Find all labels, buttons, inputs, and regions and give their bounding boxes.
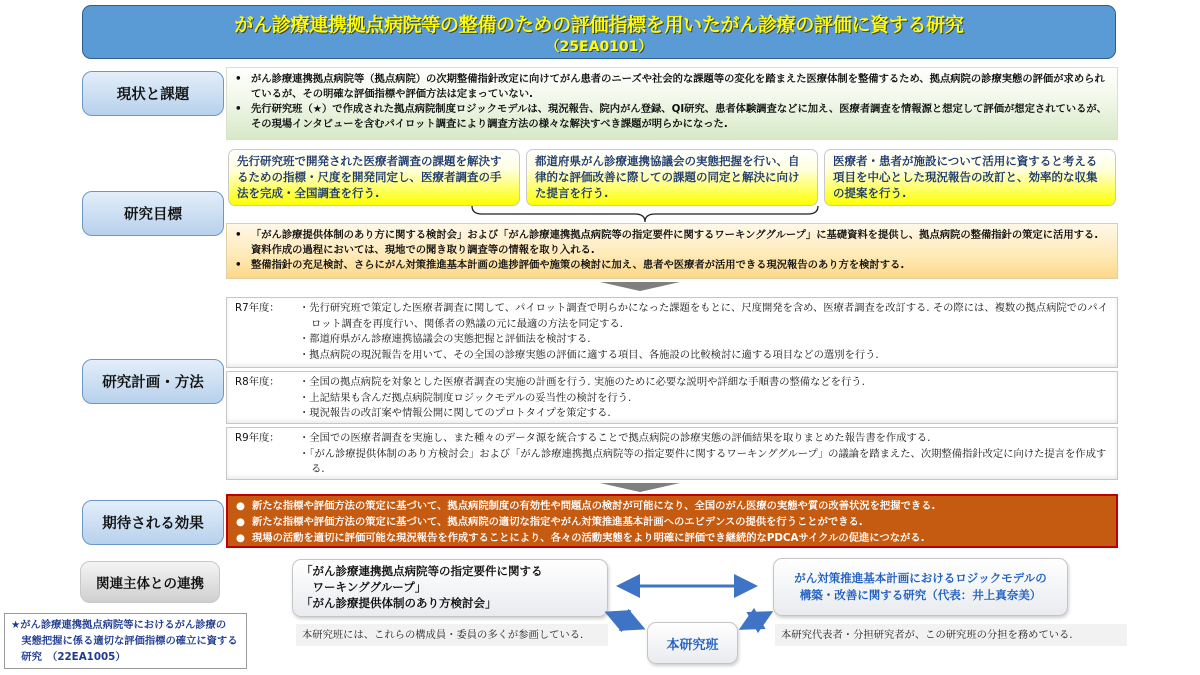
page-title: がん診療連携拠点病院等の整備のための評価指標を用いたがん診療の評価に資する研究	[234, 14, 964, 36]
plan-year-label: R8年度：	[235, 376, 280, 388]
plan-item: ・上記結果も含んだ拠点病院制度ロジックモデルの妥当性の検討を行う.	[299, 391, 632, 404]
plan-year-label: R7年度：	[235, 302, 280, 314]
section-label-current: 現状と課題	[82, 71, 224, 116]
plan-item: ・全国での医療者調査を実施し、また種々のデータ源を統合することで拠点病院の診療実態の評価結果を取りまとめた報告書を作成する.	[299, 432, 931, 444]
project-code: （25EA0101）	[545, 39, 653, 55]
logic-model-study-box: がん対策推進基本計画におけるロジックモデルの 構築・改善に関する研究（代表：井上真奈美）	[773, 558, 1068, 616]
section-label-plan: 研究計画・方法	[82, 359, 224, 404]
goal-bullet: • 「がん診療提供体制のあり方に関する検討会」および「がん診療連携拠点病院等の指定要件に関するワーキンググループ」に基礎資料を提供し、拠点病院の整備指針の策定に活用する.資料作成の過程においては、現地での聞き取り調査等の情報を取り入れる.	[235, 229, 1099, 256]
plan-item: ・現況報告の改訂案や情報公開に関してのプロトタイプを策定する.	[299, 407, 611, 419]
committees-note: 本研究班には、これらの構成員・委員の多くが参画している.	[296, 624, 608, 646]
plan-item: ・先行研究班で策定した医療者調査に関して、パイロット調査で明らかになった課題をもとに、尺度開発を含め、医療者調査を改訂する. その際には、複数の拠点病院でのパイロット調査を再度行い、関係者の熟議の元に最適の方法を同定する.	[299, 302, 1108, 330]
effect-bullet: ● 新たな指標や評価方法の策定に基づいて、拠点病院の適切な指定やがん対策推進基本計画へのエビデンスの提供を行うことができる.	[236, 516, 863, 528]
section-label-goals: 研究目標	[82, 191, 224, 236]
plan-item: ・都道府県がん診療連携協議会の実態把握と評価法を検討する.	[299, 333, 591, 345]
bullet-circle-icon: ●	[236, 532, 245, 544]
effect-bullet: ● 現場の活動を適切に評価可能な現況報告を作成することにより、各々の活動実態をより明確に評価でき継続的なPDCAサイクルの促進につながる.	[236, 532, 925, 544]
bullet-dot-icon: •	[235, 259, 242, 271]
goal-bullet: • 整備指針の充足検討、さらにがん対策推進基本計画の進捗評価や施策の検討に加え、患者や医療者が活用できる現況報告のあり方を検討する.	[235, 259, 905, 271]
effect-bullet: ● 新たな指標や評価方法の策定に基づいて、拠点病院制度の有効性や問題点の検討が可能になり、全国のがん医療の実態や質の改善状況を把握できる.	[236, 500, 936, 512]
current-bullet: • 先行研究班（★）で作成された拠点病院制度ロジックモデルは、現況報告、院内がん登録、QI研究、患者体験調査などに加え、医療者調査を情報源と想定して評価が想定されているが、その現場インタビューを含むパイロット調査により調査方法の様々な解決すべき課題が明らかになった.	[235, 103, 1107, 130]
current-bullet: • がん診療連携拠点病院等（拠点病院）の次期整備指針改定に向けてがん患者のニーズや社会的な課題等の変化を踏まえた医療体制を整備するため、拠点病院の診療実態の評価が求められているが、その明確な評価指標や評価方法は定まっていない.	[235, 73, 1105, 100]
goal-card-1: 先行研究班で開発された医療者調査の課題を解決するための指標・尺度を開発同定し、医療者調査の手法を完成・全国調査を行う.	[228, 149, 520, 206]
bullet-dot-icon: •	[235, 103, 242, 115]
prior-study-note: ★がん診療連携拠点病院等におけるがん診療の 実態把握に係る適切な評価指標の確立に資する 研究 （22EA1005）	[4, 613, 247, 669]
related-committees-box: 「がん診療連携拠点病院等の指定要件に関する ワーキンググループ」 「がん診療提供体制のあり方検討会」	[292, 559, 608, 617]
plan-item: ・全国の拠点病院を対象とした医療者調査の実施の計画を行う. 実施のために必要な説明や詳細な手順書の整備などを行う.	[299, 376, 865, 388]
bullet-circle-icon: ●	[236, 516, 245, 528]
bullet-dot-icon: •	[235, 73, 242, 85]
bullet-dot-icon: •	[235, 229, 242, 241]
goal-card-3: 医療者・患者が施設について活用に資すると考える項目を中心とした現況報告の改訂と、効率的な収集の提案を行う.	[824, 149, 1116, 206]
section-label-effects: 期待される効果	[82, 500, 224, 545]
bullet-circle-icon: ●	[236, 500, 245, 512]
section-label-relations: 関連主体との連携	[80, 561, 220, 603]
plan-item: ・「がん診療提供体制のあり方検討会」および「がん診療連携拠点病院等の指定要件に関するワーキンググループ」の議論を踏まえた、次期整備指針改定に向けた提言を作成する.	[299, 447, 1107, 475]
plan-item: ・拠点病院の現況報告を用いて、その全国の診療実態の評価に適する項目、各施設の比較検討に適する項目などの選別を行う.	[299, 348, 879, 361]
logic-model-note: 本研究代表者・分担研究者が、この研究班の分担を務めている.	[775, 624, 1127, 646]
this-research-group-box: 本研究班	[647, 622, 738, 664]
goal-card-2: 都道府県がん診療連携協議会の実態把握を行い、自律的な評価改善に際しての課題の同定と解決に向けた提言を行う.	[526, 149, 818, 206]
plan-year-label: R9年度：	[235, 432, 280, 444]
